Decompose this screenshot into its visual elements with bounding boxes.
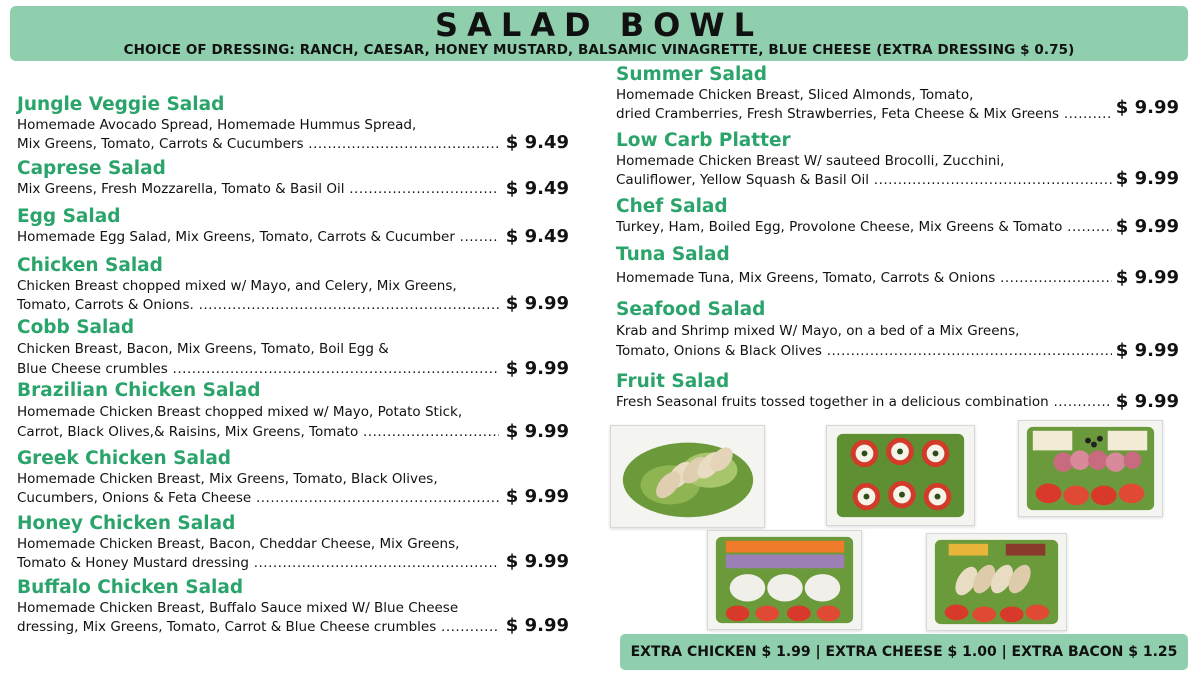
menu-item-chef-salad — [616, 196, 1179, 237]
menu-item-description — [17, 277, 569, 314]
menu-item-name: Egg Salad — [17, 206, 121, 227]
menu-item-description — [17, 402, 569, 442]
menu-item-description — [616, 152, 1179, 189]
menu-item-price: $ 9.99 — [502, 293, 569, 315]
description-line: Chicken Breast chopped mixed w/ Mayo, and Celery, Mix Greens, — [17, 278, 457, 294]
menu-item-description — [616, 321, 1179, 361]
description-line: Chicken Breast, Bacon, Mix Greens, Tomato, Boil Egg & — [17, 341, 389, 357]
description-line: Tomato, Carrots & Onions. ..... — [17, 296, 499, 315]
menu-item-low-carb-platter — [616, 130, 1179, 189]
description-line: Carrot, Black Olives,& Raisins, Mix Greens, Tomato ..... — [17, 422, 499, 442]
menu-item-description — [616, 86, 1179, 123]
description-line: dressing, Mix Greens, Tomato, Carrot & Blue Cheese crumbles ..... — [17, 618, 499, 637]
menu-item-price: $ 9.99 — [1112, 168, 1179, 190]
menu-item-price: $ 9.99 — [1112, 391, 1179, 413]
description-line: Mix Greens, Fresh Mozzarella, Tomato & Basil Oil ..... — [17, 180, 499, 199]
description-line: Homemade Chicken Breast W/ sauteed Brocolli, Zucchini, — [616, 153, 1005, 169]
menu-item-name: Low Carb Platter — [616, 130, 791, 151]
description-line: Blue Cheese crumbles ..... — [17, 359, 499, 379]
description-line: Homemade Chicken Breast, Sliced Almonds, Tomato, — [616, 87, 974, 103]
menu-item-summer-salad — [616, 64, 1179, 123]
description-line: Homemade Tuna, Mix Greens, Tomato, Carrots & Onions ..... — [616, 269, 1122, 288]
menu-item-name: Jungle Veggie Salad — [17, 94, 225, 115]
description-line: Homemade Chicken Breast, Mix Greens, Tomato, Black Olives, — [17, 471, 438, 487]
menu-item-greek-chicken-salad — [17, 448, 569, 507]
extras-banner: EXTRA CHICKEN $ 1.99 | EXTRA CHEESE $ 1.00 | EXTRA BACON $ 1.25 — [620, 634, 1188, 670]
description-line: Mix Greens, Tomato, Carrots & Cucumbers ..... — [17, 135, 499, 154]
menu-item-price: $ 9.49 — [502, 132, 569, 154]
menu-item-name: Summer Salad — [616, 64, 768, 85]
menu-item-description — [17, 180, 569, 199]
menu-item-caprese-salad — [17, 158, 569, 199]
caprese-salad-photo — [826, 425, 975, 526]
menu-item-name: Buffalo Chicken Salad — [17, 577, 244, 598]
tuna-salad-photo — [707, 530, 862, 630]
menu-item-brazilian-chicken-salad — [17, 380, 569, 442]
menu-item-buffalo-chicken-salad — [17, 577, 569, 636]
menu-item-jungle-veggie-salad — [17, 94, 569, 153]
menu-item-name: Seafood Salad — [616, 299, 766, 320]
menu-item-name: Honey Chicken Salad — [17, 513, 236, 534]
menu-item-chicken-salad — [17, 255, 569, 314]
menu-item-description — [17, 228, 569, 247]
menu-item-name: Tuna Salad — [616, 244, 730, 265]
description-line: Homemade Avocado Spread, Homemade Hummus Spread, — [17, 117, 417, 133]
menu-item-cobb-salad — [17, 317, 569, 379]
dressing-options: CHOICE OF DRESSING: RANCH, CAESAR, HONEY MUSTARD, BALSAMIC VINAGRETTE, BLUE CHEESE (EXTRA DRESSING $ 0.75) — [123, 42, 1075, 58]
menu-item-price: $ 9.99 — [1112, 97, 1179, 119]
description-line: Homemade Chicken Breast, Bacon, Cheddar Cheese, Mix Greens, — [17, 536, 460, 552]
caesar-chicken-salad-photo — [610, 425, 765, 528]
menu-item-price: $ 9.49 — [502, 226, 569, 248]
menu-item-price: $ 9.99 — [502, 421, 569, 443]
menu-item-price: $ 9.99 — [1112, 267, 1179, 289]
menu-item-description — [616, 218, 1179, 237]
menu-item-price: $ 9.99 — [1112, 340, 1179, 362]
menu-item-description — [17, 470, 569, 507]
menu-item-price: $ 9.49 — [502, 178, 569, 200]
description-line: Homemade Chicken Breast chopped mixed w/ Mayo, Potato Stick, — [17, 404, 463, 420]
menu-item-honey-chicken-salad — [17, 513, 569, 572]
header-banner — [10, 6, 1188, 61]
description-line: Turkey, Ham, Boiled Egg, Provolone Cheese, Mix Greens & Tomato ..... — [616, 218, 1122, 237]
menu-item-tuna-salad — [616, 244, 1179, 288]
description-line: Homemade Chicken Breast, Buffalo Sauce mixed W/ Blue Cheese — [17, 600, 459, 616]
menu-item-price: $ 9.99 — [502, 486, 569, 508]
description-line: Tomato, Onions & Black Olives ..... — [616, 341, 1122, 361]
menu-item-description — [17, 599, 569, 636]
menu-item-price: $ 9.99 — [1112, 216, 1179, 238]
description-line: Cucumbers, Onions & Feta Cheese ..... — [17, 489, 499, 508]
menu-item-description — [616, 393, 1179, 412]
description-line: Cauliflower, Yellow Squash & Basil Oil ..... — [616, 171, 1122, 190]
menu-item-price: $ 9.99 — [502, 358, 569, 380]
description-line: Krab and Shrimp mixed W/ Mayo, on a bed of a Mix Greens, — [616, 323, 1020, 339]
menu-item-fruit-salad — [616, 371, 1179, 412]
description-line: Homemade Egg Salad, Mix Greens, Tomato, Carrots & Cucumber ..... — [17, 228, 499, 247]
chef-salad-photo — [1018, 420, 1163, 517]
menu-item-price: $ 9.99 — [502, 615, 569, 637]
cobb-salad-photo — [926, 533, 1067, 631]
description-line: Fresh Seasonal fruits tossed together in a delicious combination ..... — [616, 393, 1122, 412]
page-title: SALAD BOWL — [435, 6, 763, 44]
menu-item-name: Caprese Salad — [17, 158, 166, 179]
menu-item-name: Chef Salad — [616, 196, 728, 217]
menu-item-description — [17, 116, 569, 153]
menu-item-name: Fruit Salad — [616, 371, 730, 392]
menu-item-name: Cobb Salad — [17, 317, 135, 338]
menu-item-description — [616, 266, 1179, 288]
description-line: dried Cramberries, Fresh Strawberries, Feta Cheese & Mix Greens ..... — [616, 105, 1122, 124]
menu-item-name: Brazilian Chicken Salad — [17, 380, 261, 401]
menu-item-description — [17, 535, 569, 572]
menu-item-seafood-salad — [616, 299, 1179, 361]
menu-item-egg-salad — [17, 206, 569, 247]
menu-item-price: $ 9.99 — [502, 551, 569, 573]
menu-item-description — [17, 339, 569, 379]
description-line: Tomato & Honey Mustard dressing ..... — [17, 554, 499, 573]
menu-item-name: Greek Chicken Salad — [17, 448, 232, 469]
menu-item-name: Chicken Salad — [17, 255, 163, 276]
